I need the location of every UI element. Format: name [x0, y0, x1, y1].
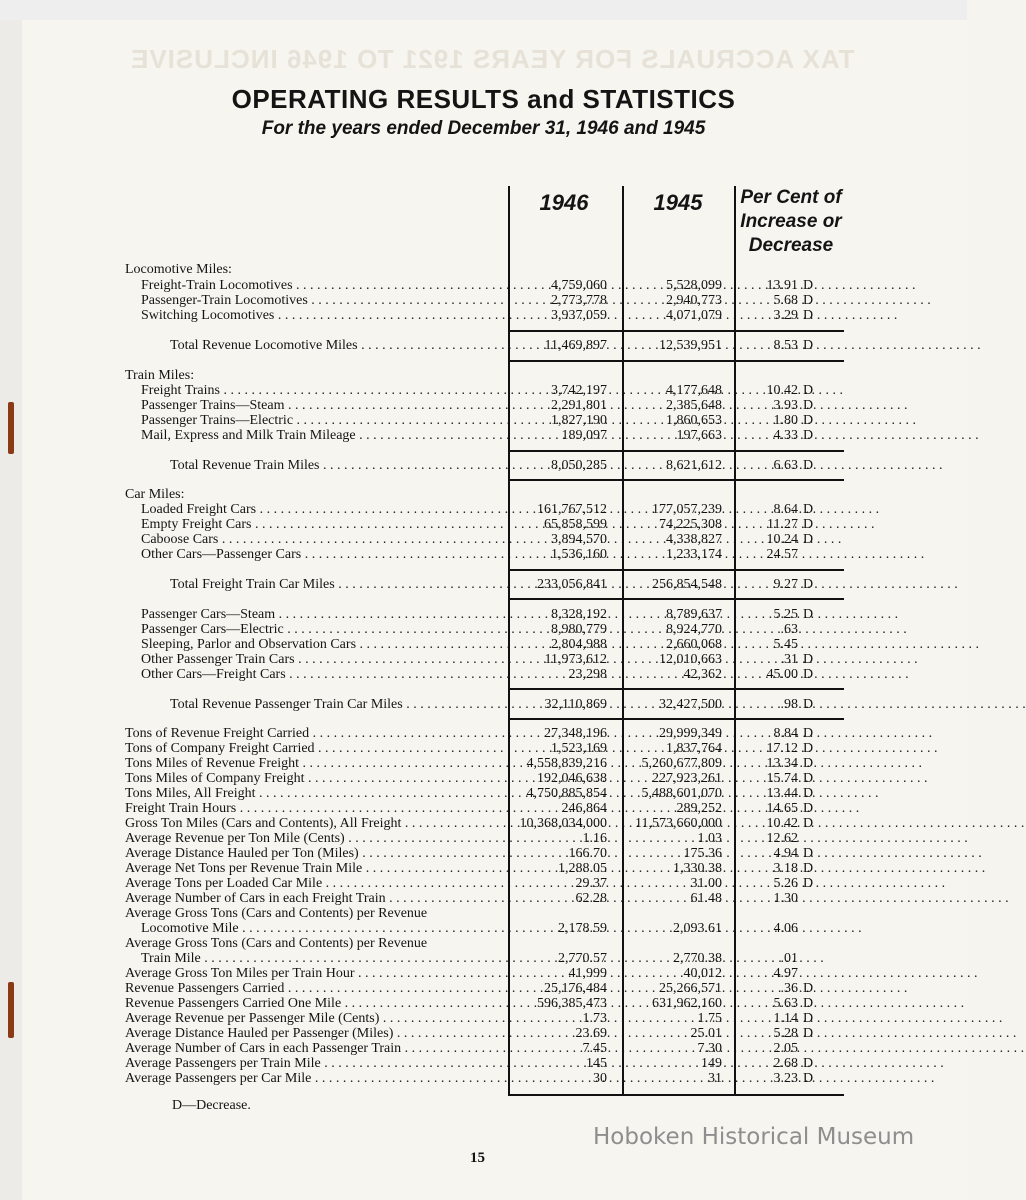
percent-value: .98 [780, 697, 798, 712]
value-1946: 2,770.57 [558, 951, 607, 966]
percent-value: 3.93 [773, 398, 798, 413]
column-header-1945: 1945 [653, 190, 703, 215]
value-1946: 32,110,869 [544, 697, 607, 712]
value-1946: 3,894,570 [551, 532, 607, 547]
percent-change [738, 1011, 828, 1026]
percent-value: .01 [780, 951, 798, 966]
value-1945: 1.75 [697, 1011, 722, 1026]
percent-value: 5.28 [773, 1026, 798, 1041]
percent-change [738, 547, 828, 562]
value-1946: 2,178.59 [558, 921, 607, 936]
value-1946: 41,999 [568, 966, 607, 981]
staple-bottom [8, 982, 14, 1038]
value-1946: 1,827,190 [551, 413, 607, 428]
percent-change [738, 293, 828, 308]
section-rule [508, 569, 844, 571]
decrease-flag: D [803, 697, 814, 712]
decrease-flag: D [803, 517, 814, 532]
row-label: Total Freight Train Car Miles . . . [170, 577, 504, 592]
row-label: Average Net Tons per Revenue Train Mile . . . [125, 861, 504, 876]
value-1945: 31 [708, 1071, 722, 1086]
percent-value: 5.26 [773, 876, 798, 891]
page-title: OPERATING RESULTS and STATISTICS [231, 84, 736, 114]
value-1945: 2,940,773 [666, 293, 722, 308]
row-label: Other Cars—Passenger Cars . . . [141, 547, 504, 562]
percent-change [738, 726, 828, 741]
page-subtitle: For the years ended December 31, 1946 and 1945 [261, 118, 706, 139]
decrease-flag: D [803, 308, 814, 323]
percent-value: 5.68 [773, 293, 798, 308]
value-1946: 161,767,512 [537, 502, 607, 517]
value-1945: 2,385,648 [666, 398, 722, 413]
page-number: 15 [470, 1150, 485, 1166]
percent-change [738, 262, 828, 277]
decrease-flag: D [803, 816, 814, 831]
value-1946: 246,864 [561, 801, 607, 816]
value-1945: 2,660,068 [666, 637, 722, 652]
value-1945: 7.30 [697, 1041, 722, 1056]
percent-value: 10.42 [766, 383, 798, 398]
scan-top-band [0, 0, 967, 20]
percent-value: 2.05 [773, 1041, 798, 1056]
value-1946: 3,937,059 [551, 308, 607, 323]
percent-value: 8.84 [773, 726, 798, 741]
value-1945: 149 [701, 1056, 722, 1071]
decrease-flag: D [803, 293, 814, 308]
value-1945: 32,427,500 [659, 697, 722, 712]
row-label: Empty Freight Cars . . . [141, 517, 504, 532]
value-1946: 596,385,473 [537, 996, 607, 1011]
value-1945: 74,225,308 [659, 517, 722, 532]
bleed-through-text: TAX ACCRUALS FOR YEARS 1921 TO 1946 INCLUSIVE [130, 44, 855, 74]
percent-change [738, 951, 828, 966]
value-1945: 631,962,160 [652, 996, 722, 1011]
row-label: Loaded Freight Cars . . . [141, 502, 504, 517]
value-1946: 145 [586, 1056, 607, 1071]
value-1946: 30 [593, 1071, 607, 1086]
value-1945: 29,999,349 [659, 726, 722, 741]
row-label: Locomotive Miles: [125, 262, 232, 277]
value-1945: 12,010,663 [659, 652, 722, 667]
row-label: Average Revenue per Passenger Mile (Cents) . . . [125, 1011, 504, 1026]
value-1945: 5,260,677,809 [641, 756, 722, 771]
decrease-flag: D [803, 607, 814, 622]
decrease-flag: D [803, 876, 814, 891]
percent-value: 13.91 [766, 278, 798, 293]
percent-change [738, 831, 828, 846]
percent-change [738, 667, 828, 682]
value-1946: 25,176,484 [544, 981, 607, 996]
value-1945: 8,789,637 [666, 607, 722, 622]
percent-change [738, 652, 828, 667]
value-1945: 4,071,079 [666, 308, 722, 323]
percent-value: 4.97 [773, 966, 798, 981]
decrease-flag: D [803, 1026, 814, 1041]
percent-change [738, 338, 828, 353]
percent-change [738, 502, 828, 517]
row-label: Train Mile . . . [141, 951, 504, 966]
decrease-flag: D [803, 577, 814, 592]
decrease-flag: D [803, 1071, 814, 1086]
percent-value: 1.30 [773, 891, 798, 906]
value-1946: 11,973,612 [544, 652, 607, 667]
value-1945: 1,860,653 [666, 413, 722, 428]
row-label: Average Number of Cars in each Freight Train . . . [125, 891, 504, 906]
value-1946: 2,804,988 [551, 637, 607, 652]
percent-value: 5.25 [773, 607, 798, 622]
value-1945: 5,528,099 [666, 278, 722, 293]
column-header-percent-line: Per Cent of [740, 187, 842, 208]
decrease-flag: D [803, 278, 814, 293]
percent-change [738, 981, 828, 996]
column-header-1946: 1946 [539, 190, 589, 215]
decrease-flag: D [803, 428, 814, 443]
value-1946: 1.73 [582, 1011, 607, 1026]
section-rule [508, 330, 844, 332]
percent-change [738, 936, 828, 951]
percent-change [738, 966, 828, 981]
row-label: Other Passenger Train Cars . . . [141, 652, 504, 667]
decrease-flag: D [803, 383, 814, 398]
value-1946: 7.45 [582, 1041, 607, 1056]
percent-change [738, 622, 828, 637]
value-1945: 1,837,764 [666, 741, 722, 756]
percent-change [738, 278, 828, 293]
section-rule [508, 718, 844, 720]
section-rule [508, 688, 844, 690]
percent-value: 9.27 [773, 577, 798, 592]
percent-change [738, 532, 828, 547]
section-rule [508, 479, 844, 481]
row-label: Total Revenue Passenger Train Car Miles . . . [170, 697, 504, 712]
decrease-flag: D [803, 652, 814, 667]
value-1946: 192,046,638 [537, 771, 607, 786]
percent-change [738, 368, 828, 383]
percent-value: 12.62 [766, 831, 798, 846]
percent-change [738, 308, 828, 323]
row-label: Passenger Trains—Electric . . . [141, 413, 504, 428]
row-label: Locomotive Mile . . . [141, 921, 504, 936]
percent-change [738, 1071, 828, 1086]
table-bottom-rule [508, 1094, 844, 1096]
value-1946: 8,980,779 [551, 622, 607, 637]
value-1945: 177,057,239 [652, 502, 722, 517]
value-1946: 4,558,839,216 [526, 756, 607, 771]
value-1945: 25,266,571 [659, 981, 722, 996]
row-label: Average Tons per Loaded Car Mile . . . [125, 876, 504, 891]
value-1946: 2,291,801 [551, 398, 607, 413]
percent-change [738, 1026, 828, 1041]
section-rule [508, 450, 844, 452]
value-1946: 8,328,192 [551, 607, 607, 622]
percent-change [738, 458, 828, 473]
percent-value: 10.42 [766, 816, 798, 831]
row-label: Tons of Company Freight Carried . . . [125, 741, 504, 756]
percent-value: 11.27 [767, 517, 798, 532]
row-label: Average Revenue per Ton Mile (Cents) . . . [125, 831, 504, 846]
percent-change [738, 861, 828, 876]
percent-change [738, 801, 828, 816]
row-label: Gross Ton Miles (Cars and Contents), All Freight . . . [125, 816, 504, 831]
decrease-flag: D [803, 756, 814, 771]
row-label: Freight Trains . . . [141, 383, 504, 398]
value-1945: 40,012 [683, 966, 722, 981]
percent-change [738, 517, 828, 532]
decrease-flag: D [803, 502, 814, 517]
percent-value: 4.06 [773, 921, 798, 936]
footnote: D—Decrease. [172, 1098, 251, 1113]
row-label: Revenue Passengers Carried . . . [125, 981, 504, 996]
percent-change [738, 487, 828, 502]
percent-change [738, 771, 828, 786]
value-1945: 12,539,951 [659, 338, 722, 353]
decrease-flag: D [803, 981, 814, 996]
row-label: Passenger-Train Locomotives . . . [141, 293, 504, 308]
decrease-flag: D [803, 532, 814, 547]
percent-value: 3.29 [773, 308, 798, 323]
row-label: Tons Miles, All Freight . . . [125, 786, 504, 801]
row-label: Average Distance Hauled per Passenger (Miles) . . . [125, 1026, 504, 1041]
percent-value: 8.53 [773, 338, 798, 353]
value-1945: 2,093.61 [673, 921, 722, 936]
percent-change [738, 756, 828, 771]
row-label: Average Gross Tons (Cars and Contents) per Revenue [125, 936, 428, 951]
row-label: Sleeping, Parlor and Observation Cars . . . [141, 637, 504, 652]
value-1946: 10,368,034,000 [519, 816, 607, 831]
percent-change [738, 891, 828, 906]
value-1946: 1.16 [582, 831, 607, 846]
row-label: Freight Train Hours . . . [125, 801, 504, 816]
decrease-flag: D [803, 667, 814, 682]
row-label: Average Passengers per Car Mile . . . [125, 1071, 504, 1086]
value-1945: 227,923,261 [652, 771, 722, 786]
value-1945: 42,362 [683, 667, 722, 682]
decrease-flag: D [803, 338, 814, 353]
row-label: Revenue Passengers Carried One Mile . . . [125, 996, 504, 1011]
percent-value: 15.74 [766, 771, 798, 786]
percent-change [738, 1056, 828, 1071]
row-label: Total Revenue Locomotive Miles . . . [170, 338, 504, 353]
percent-change [738, 607, 828, 622]
row-label: Car Miles: [125, 487, 185, 502]
value-1946: 189,097 [561, 428, 607, 443]
percent-value: 2.68 [773, 1056, 798, 1071]
row-label: Average Distance Hauled per Ton (Miles) . . . [125, 846, 504, 861]
percent-change [738, 398, 828, 413]
percent-value: .36 [780, 981, 798, 996]
value-1945: 4,338,827 [666, 532, 722, 547]
value-1946: 166.70 [568, 846, 607, 861]
decrease-flag: D [803, 458, 814, 473]
value-1946: 23,298 [568, 667, 607, 682]
row-label: Average Number of Cars in each Passenger Train . . . [125, 1041, 504, 1056]
decrease-flag: D [803, 1056, 814, 1071]
value-1945: 8,924,770 [666, 622, 722, 637]
percent-change [738, 816, 828, 831]
value-1946: 27,348,196 [544, 726, 607, 741]
row-label: Total Revenue Train Miles . . . [170, 458, 504, 473]
decrease-flag: D [803, 786, 814, 801]
decrease-flag: D [803, 726, 814, 741]
row-label: Average Passengers per Train Mile . . . [125, 1056, 504, 1071]
percent-value: 4.94 [773, 846, 798, 861]
percent-change [738, 921, 828, 936]
value-1946: 62.28 [575, 891, 607, 906]
row-label: Tons Miles of Company Freight . . . [125, 771, 504, 786]
decrease-flag: D [803, 771, 814, 786]
percent-change [738, 786, 828, 801]
percent-change [738, 383, 828, 398]
decrease-flag: D [803, 801, 814, 816]
value-1945: 1,330.38 [673, 861, 722, 876]
value-1945: 61.48 [690, 891, 722, 906]
value-1946: 4,750,885,854 [526, 786, 607, 801]
percent-value: 45.00 [766, 667, 798, 682]
percent-value: 8.64 [773, 502, 798, 517]
value-1946: 11,469,897 [544, 338, 607, 353]
row-label: Other Cars—Freight Cars . . . [141, 667, 504, 682]
value-1945: 175.36 [683, 846, 722, 861]
percent-change [738, 697, 828, 712]
row-label: Caboose Cars . . . [141, 532, 504, 547]
percent-value: 5.63 [773, 996, 798, 1011]
value-1946: 233,056,841 [537, 577, 607, 592]
value-1945: 25.01 [690, 1026, 722, 1041]
percent-change [738, 876, 828, 891]
row-label: Average Gross Ton Miles per Train Hour . . . [125, 966, 504, 981]
percent-value: 1.80 [773, 413, 798, 428]
percent-value: .31 [780, 652, 798, 667]
decrease-flag: D [803, 398, 814, 413]
value-1946: 23.69 [575, 1026, 607, 1041]
value-1945: 11,573,660,000 [635, 816, 722, 831]
row-label: Tons of Revenue Freight Carried . . . [125, 726, 504, 741]
decrease-flag: D [803, 861, 814, 876]
museum-watermark: Hoboken Historical Museum [593, 1124, 915, 1150]
value-1946: 1,523,169 [551, 741, 607, 756]
percent-value: 24.57 [766, 547, 798, 562]
percent-change [738, 577, 828, 592]
percent-change [738, 906, 828, 921]
column-header-percent [736, 186, 846, 258]
value-1945: 1.03 [697, 831, 722, 846]
percent-change [738, 741, 828, 756]
percent-value: .63 [780, 622, 798, 637]
value-1945: 31.00 [690, 876, 722, 891]
value-1946: 29.37 [575, 876, 607, 891]
value-1945: 8,621,612 [666, 458, 722, 473]
value-1945: 197,663 [676, 428, 722, 443]
column-header-percent-line: Decrease [748, 235, 834, 256]
value-1946: 3,742,197 [551, 383, 607, 398]
percent-value: 1.14 [773, 1011, 798, 1026]
percent-value: 14.65 [766, 801, 798, 816]
decrease-flag: D [803, 413, 814, 428]
value-1945: 4,177,648 [666, 383, 722, 398]
percent-value: 13.44 [766, 786, 798, 801]
row-label: Train Miles: [125, 368, 195, 383]
percent-change [738, 637, 828, 652]
column-header-percent-line: Increase or [740, 211, 842, 232]
row-label: Freight-Train Locomotives . . . [141, 278, 504, 293]
percent-change [738, 428, 828, 443]
value-1945: 5,488,601,070 [641, 786, 722, 801]
section-rule [508, 598, 844, 600]
percent-value: 5.45 [773, 637, 798, 652]
value-1946: 4,759,060 [551, 278, 607, 293]
percent-change [738, 846, 828, 861]
row-label: Switching Locomotives . . . [141, 308, 504, 323]
percent-change [738, 1041, 828, 1056]
percent-value: 17.12 [766, 741, 798, 756]
decrease-flag: D [803, 996, 814, 1011]
row-label: Mail, Express and Milk Train Mileage . . . [141, 428, 504, 443]
staple-top [8, 402, 14, 454]
percent-change [738, 996, 828, 1011]
percent-change [738, 413, 828, 428]
value-1946: 8,050,285 [551, 458, 607, 473]
row-label: Tons Miles of Revenue Freight . . . [125, 756, 504, 771]
row-label: Passenger Cars—Electric . . . [141, 622, 504, 637]
percent-value: 13.34 [766, 756, 798, 771]
value-1945: 256,854,548 [652, 577, 722, 592]
percent-value: 6.63 [773, 458, 798, 473]
value-1946: 1,536,160 [551, 547, 607, 562]
value-1946: 65,858,599 [544, 517, 607, 532]
decrease-flag: D [803, 846, 814, 861]
decrease-flag: D [803, 741, 814, 756]
value-1945: 2,770.38 [673, 951, 722, 966]
row-label: Average Gross Tons (Cars and Contents) per Revenue [125, 906, 428, 921]
value-1946: 1,288.05 [558, 861, 607, 876]
percent-value: 3.18 [773, 861, 798, 876]
value-1946: 2,773,778 [551, 293, 607, 308]
percent-value: 3.23 [773, 1071, 798, 1086]
row-label: Passenger Trains—Steam . . . [141, 398, 504, 413]
percent-value: 4.33 [773, 428, 798, 443]
value-1945: 289,252 [676, 801, 722, 816]
percent-value: 10.24 [766, 532, 798, 547]
row-label: Passenger Cars—Steam . . . [141, 607, 504, 622]
value-1945: 1,233,174 [666, 547, 722, 562]
decrease-flag: D [803, 1011, 814, 1026]
section-rule [508, 360, 844, 362]
